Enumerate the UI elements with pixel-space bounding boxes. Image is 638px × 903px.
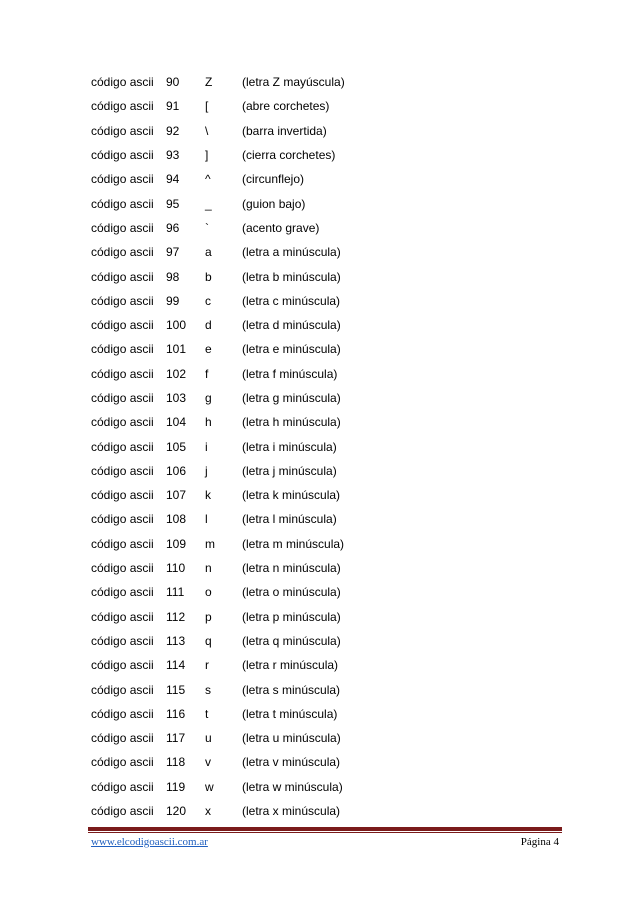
row-label: código ascii: [91, 293, 154, 308]
character-description: (letra e minúscula): [242, 342, 341, 357]
character-description: (letra s minúscula): [242, 682, 341, 697]
ascii-character: q: [205, 633, 212, 648]
row-label: código ascii: [91, 561, 154, 576]
row-label: código ascii: [91, 804, 154, 819]
ascii-character: Z: [205, 75, 213, 90]
row-label: código ascii: [91, 779, 154, 794]
ascii-code: 106: [166, 463, 187, 478]
ascii-character: e: [205, 342, 212, 357]
character-description: (cierra corchetes): [242, 148, 336, 163]
row-label: código ascii: [91, 755, 154, 770]
character-description: (letra j minúscula): [242, 463, 337, 478]
row-label: código ascii: [91, 682, 154, 697]
character-description: (letra d minúscula): [242, 318, 341, 333]
character-description: (letra u minúscula): [242, 731, 341, 746]
ascii-character: ]: [205, 148, 209, 163]
ascii-character: i: [205, 439, 208, 454]
ascii-character: x: [205, 804, 211, 819]
table-row: [91, 70, 561, 94]
ascii-character: a: [205, 245, 212, 260]
table-row: [91, 216, 561, 240]
row-label: código ascii: [91, 536, 154, 551]
character-description: (letra i minúscula): [242, 439, 337, 454]
row-label: código ascii: [91, 220, 154, 235]
character-description: (letra Z mayúscula): [242, 75, 345, 90]
row-label: código ascii: [91, 609, 154, 624]
character-description: (letra t minúscula): [242, 706, 338, 721]
character-description: (letra b minúscula): [242, 269, 341, 284]
character-description: (letra w minúscula): [242, 779, 343, 794]
ascii-character: g: [205, 391, 212, 405]
ascii-code: 111: [166, 585, 185, 600]
table-row: [91, 629, 561, 653]
row-label: código ascii: [91, 439, 154, 454]
table-row: [91, 337, 561, 361]
table-row: [91, 580, 561, 604]
footer-rule: [88, 827, 562, 833]
ascii-code: 90: [166, 75, 180, 90]
table-row: [91, 94, 561, 118]
table-row: [91, 775, 561, 799]
table-row: [91, 677, 561, 701]
ascii-character: c: [205, 293, 211, 308]
ascii-code: 97: [166, 245, 180, 260]
ascii-character: ^: [205, 172, 211, 187]
character-description: (letra v minúscula): [242, 755, 341, 770]
row-label: código ascii: [91, 706, 154, 721]
row-label: código ascii: [91, 318, 154, 333]
ascii-character: b: [205, 269, 212, 284]
footer-website-link[interactable]: www.elcodigoascii.com.ar: [91, 836, 208, 848]
ascii-character: `: [205, 220, 209, 235]
row-label: código ascii: [91, 75, 154, 90]
ascii-code: 103: [166, 391, 187, 405]
row-label: código ascii: [91, 512, 154, 527]
ascii-code: 95: [166, 196, 180, 211]
row-label: código ascii: [91, 342, 154, 357]
table-row: [91, 119, 561, 143]
ascii-character: f: [205, 366, 209, 381]
ascii-code: 120: [166, 804, 187, 819]
character-description: (letra c minúscula): [242, 293, 341, 308]
ascii-character: _: [205, 196, 212, 211]
row-label: código ascii: [91, 391, 154, 405]
ascii-character: v: [205, 755, 211, 770]
ascii-code: 99: [166, 293, 180, 308]
ascii-code: 105: [166, 439, 187, 454]
ascii-character: u: [205, 731, 212, 746]
row-label: código ascii: [91, 196, 154, 211]
ascii-character: d: [205, 318, 212, 333]
page-footer: [91, 836, 559, 848]
ascii-character: w: [205, 779, 214, 794]
table-row: [91, 507, 561, 531]
table-row: [91, 532, 561, 556]
footer-page-number: Página 4: [520, 836, 559, 848]
ascii-character: m: [205, 536, 215, 551]
character-description: (letra l minúscula): [242, 512, 337, 527]
ascii-code: 118: [166, 755, 186, 770]
table-row: [91, 434, 561, 458]
ascii-code: 104: [166, 415, 187, 430]
character-description: (letra m minúscula): [242, 536, 345, 551]
ascii-code: 101: [166, 342, 187, 357]
table-row: [91, 483, 561, 507]
ascii-character: k: [205, 488, 211, 503]
ascii-character: n: [205, 561, 212, 576]
ascii-character: h: [205, 415, 212, 430]
ascii-character: s: [205, 682, 211, 697]
table-row: [91, 240, 561, 264]
character-description: (letra h minúscula): [242, 415, 341, 430]
table-row: [91, 313, 561, 337]
ascii-code: 117: [166, 731, 186, 746]
character-description: (barra invertida): [242, 123, 327, 138]
row-label: código ascii: [91, 463, 154, 478]
character-description: (letra x minúscula): [242, 804, 341, 819]
ascii-code: 116: [166, 706, 186, 721]
table-row: [91, 264, 561, 288]
row-label: código ascii: [91, 99, 154, 114]
ascii-character: p: [205, 609, 212, 624]
table-row: [91, 167, 561, 191]
row-label: código ascii: [91, 366, 154, 381]
table-row: [91, 556, 561, 580]
character-description: (letra o minúscula): [242, 585, 341, 600]
ascii-code: 91: [166, 99, 180, 114]
ascii-code: 96: [166, 220, 180, 235]
row-label: código ascii: [91, 488, 154, 503]
table-row: [91, 143, 561, 167]
row-label: código ascii: [91, 269, 154, 284]
character-description: (letra p minúscula): [242, 609, 341, 624]
footer-rule-thin: [88, 832, 562, 833]
ascii-character: t: [205, 706, 209, 721]
character-description: (guion bajo): [242, 196, 306, 211]
table-row: [91, 702, 561, 726]
ascii-code: 115: [166, 682, 186, 697]
table-row: [91, 605, 561, 629]
ascii-code: 108: [166, 512, 187, 527]
table-row: [91, 799, 561, 823]
table-row: [91, 410, 561, 434]
footer-rule-thick: [88, 827, 562, 831]
table-row: [91, 191, 561, 215]
ascii-character: \: [205, 123, 209, 138]
ascii-character: o: [205, 585, 212, 600]
ascii-code: 107: [166, 488, 187, 503]
ascii-code: 92: [166, 123, 180, 138]
table-row: [91, 726, 561, 750]
row-label: código ascii: [91, 123, 154, 138]
ascii-code: 119: [166, 779, 186, 794]
character-description: (letra f minúscula): [242, 366, 338, 381]
character-description: (letra a minúscula): [242, 245, 341, 260]
ascii-character: r: [205, 658, 209, 673]
row-label: código ascii: [91, 415, 154, 430]
row-label: código ascii: [91, 245, 154, 260]
row-label: código ascii: [91, 585, 154, 600]
character-description: (circunflejo): [242, 172, 305, 187]
ascii-code: 112: [166, 609, 186, 624]
character-description: (letra q minúscula): [242, 633, 341, 648]
ascii-code: 113: [166, 633, 186, 648]
row-label: código ascii: [91, 172, 154, 187]
ascii-code: 98: [166, 269, 180, 284]
table-row: [91, 653, 561, 677]
table-row: [91, 289, 561, 313]
row-label: código ascii: [91, 731, 154, 746]
character-description: (letra r minúscula): [242, 658, 339, 673]
table-row: [91, 750, 561, 774]
ascii-character: l: [205, 512, 208, 527]
character-description: (acento grave): [242, 220, 320, 235]
row-label: código ascii: [91, 633, 154, 648]
table-row: [91, 362, 561, 386]
ascii-character: [: [205, 99, 209, 114]
table-row: [91, 386, 561, 410]
character-description: (letra k minúscula): [242, 488, 341, 503]
ascii-code: 110: [166, 561, 186, 576]
ascii-code: 93: [166, 148, 180, 163]
character-description: (letra g minúscula): [242, 391, 341, 405]
ascii-code: 109: [166, 536, 187, 551]
character-description: (letra n minúscula): [242, 561, 341, 576]
table-row: [91, 459, 561, 483]
ascii-table: [91, 70, 561, 823]
ascii-code: 100: [166, 318, 187, 333]
character-description: (abre corchetes): [242, 99, 330, 114]
ascii-code: 94: [166, 172, 180, 187]
ascii-character: j: [205, 463, 208, 478]
ascii-code: 102: [166, 366, 187, 381]
row-label: código ascii: [91, 148, 154, 163]
row-label: código ascii: [91, 658, 154, 673]
ascii-code: 114: [166, 658, 186, 673]
